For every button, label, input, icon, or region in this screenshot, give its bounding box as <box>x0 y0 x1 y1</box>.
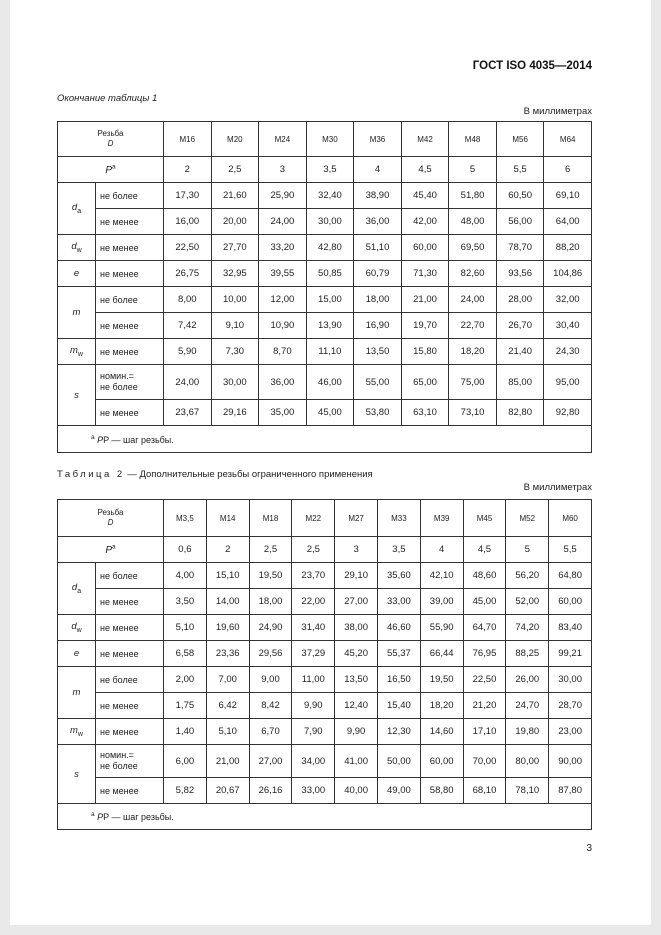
value-cell: 22,70 <box>449 313 497 339</box>
value-cell: 8,42 <box>249 693 292 719</box>
value-cell: 10,00 <box>211 287 259 313</box>
value-cell: 18,00 <box>354 287 402 313</box>
value-cell: 15,10 <box>206 563 249 589</box>
value-cell: 26,70 <box>496 313 544 339</box>
e-min-row <box>58 261 592 287</box>
table1-footnote: $^a$ PP — шаг резьбы. <box>58 426 592 453</box>
param-dw: $d_w$ <box>58 615 96 641</box>
value-cell: 26,75 <box>164 261 212 287</box>
table2-units: В миллиметрах <box>523 482 592 493</box>
value-cell: 12,40 <box>335 693 378 719</box>
size-cell: M33 <box>378 500 421 537</box>
table1 <box>57 121 592 453</box>
size-cell: M3,5 <box>164 500 207 537</box>
value-cell: 64,00 <box>544 209 592 235</box>
condition-label: не более <box>96 667 164 693</box>
value-cell: 0,6 <box>164 537 207 563</box>
value-cell: 25,90 <box>259 183 307 209</box>
size-cell: M30 <box>306 122 354 157</box>
value-cell: 2 <box>164 157 212 183</box>
value-cell: 6,70 <box>249 719 292 745</box>
m-min-row <box>58 693 592 719</box>
value-cell: 104,86 <box>544 261 592 287</box>
value-cell: 19,80 <box>506 719 549 745</box>
value-cell: 13,50 <box>335 667 378 693</box>
value-cell: 30,00 <box>306 209 354 235</box>
value-cell: 28,00 <box>496 287 544 313</box>
size-cell: M45 <box>463 500 506 537</box>
value-cell: 51,10 <box>354 235 402 261</box>
param-mw: $m_w$ <box>58 719 96 745</box>
value-cell: 19,50 <box>249 563 292 589</box>
standard-designation: ГОСТ ISO 4035—2014 <box>472 60 592 72</box>
value-cell: 82,80 <box>496 400 544 426</box>
value-cell: 66,44 <box>420 641 463 667</box>
value-cell: 17,30 <box>164 183 212 209</box>
value-cell: 7,42 <box>164 313 212 339</box>
value-cell: 33,20 <box>259 235 307 261</box>
value-cell: 90,00 <box>549 745 592 778</box>
value-cell: 1,40 <box>164 719 207 745</box>
value-cell: 68,10 <box>463 778 506 804</box>
value-cell: 12,00 <box>259 287 307 313</box>
value-cell: 24,90 <box>249 615 292 641</box>
table2-footnote-row <box>58 804 592 830</box>
pitch-row <box>58 157 592 183</box>
value-cell: 15,00 <box>306 287 354 313</box>
value-cell: 58,80 <box>420 778 463 804</box>
table2-caption: Таблица 2 — Дополнительные резьбы ограниченного применения <box>57 469 373 480</box>
value-cell: 21,60 <box>211 183 259 209</box>
value-cell: 60,79 <box>354 261 402 287</box>
value-cell: 27,00 <box>249 745 292 778</box>
da-max-row <box>58 183 592 209</box>
value-cell: 7,00 <box>206 667 249 693</box>
value-cell: 50,00 <box>378 745 421 778</box>
value-cell: 28,70 <box>549 693 592 719</box>
value-cell: 18,00 <box>249 589 292 615</box>
condition-label: номин.= не более <box>96 745 164 778</box>
value-cell: 5,5 <box>549 537 592 563</box>
value-cell: 55,37 <box>378 641 421 667</box>
value-cell: 74,20 <box>506 615 549 641</box>
value-cell: 20,67 <box>206 778 249 804</box>
value-cell: 26,16 <box>249 778 292 804</box>
dw-min-row <box>58 615 592 641</box>
value-cell: 27,00 <box>335 589 378 615</box>
condition-label: не менее <box>96 641 164 667</box>
value-cell: 3,5 <box>306 157 354 183</box>
param-da: $d_a$ <box>58 563 96 615</box>
table2-header-row <box>58 500 592 537</box>
size-cell: M20 <box>211 122 259 157</box>
value-cell: 5,5 <box>496 157 544 183</box>
value-cell: 37,29 <box>292 641 335 667</box>
value-cell: 4,00 <box>164 563 207 589</box>
value-cell: 17,10 <box>463 719 506 745</box>
thread-header-cell <box>58 122 164 157</box>
value-cell: 24,70 <box>506 693 549 719</box>
mw-min-row <box>58 339 592 365</box>
value-cell: 29,10 <box>335 563 378 589</box>
value-cell: 52,00 <box>506 589 549 615</box>
value-cell: 48,60 <box>463 563 506 589</box>
s-max-row <box>58 745 592 778</box>
value-cell: 99,21 <box>549 641 592 667</box>
value-cell: 38,00 <box>335 615 378 641</box>
value-cell: 4 <box>420 537 463 563</box>
da-max-row <box>58 563 592 589</box>
value-cell: 83,40 <box>549 615 592 641</box>
value-cell: 32,00 <box>544 287 592 313</box>
value-cell: 22,00 <box>292 589 335 615</box>
value-cell: 8,00 <box>164 287 212 313</box>
param-m: m <box>58 287 96 339</box>
value-cell: 42,80 <box>306 235 354 261</box>
value-cell: 4,5 <box>401 157 449 183</box>
value-cell: 82,60 <box>449 261 497 287</box>
value-cell: 39,55 <box>259 261 307 287</box>
thread-label: Резьба <box>97 508 124 517</box>
value-cell: 70,00 <box>463 745 506 778</box>
size-cell: M24 <box>259 122 307 157</box>
value-cell: 3,5 <box>378 537 421 563</box>
value-cell: 23,70 <box>292 563 335 589</box>
value-cell: 3 <box>259 157 307 183</box>
table2-footnote: $^a$ PP — шаг резьбы. <box>58 804 592 830</box>
value-cell: 16,90 <box>354 313 402 339</box>
value-cell: 4 <box>354 157 402 183</box>
condition-label: не менее <box>96 778 164 804</box>
value-cell: 45,40 <box>401 183 449 209</box>
value-cell: 6,42 <box>206 693 249 719</box>
pitch-row <box>58 537 592 563</box>
value-cell: 20,00 <box>211 209 259 235</box>
param-e: e <box>58 261 96 287</box>
value-cell: 41,00 <box>335 745 378 778</box>
value-cell: 45,20 <box>335 641 378 667</box>
value-cell: 11,10 <box>306 339 354 365</box>
value-cell: 6 <box>544 157 592 183</box>
value-cell: 45,00 <box>463 589 506 615</box>
value-cell: 5 <box>449 157 497 183</box>
value-cell: 9,90 <box>292 693 335 719</box>
condition-label: не менее <box>96 261 164 287</box>
condition-label: не менее <box>96 313 164 339</box>
value-cell: 92,80 <box>544 400 592 426</box>
value-cell: 21,20 <box>463 693 506 719</box>
value-cell: 60,00 <box>549 589 592 615</box>
value-cell: 87,80 <box>549 778 592 804</box>
value-cell: 9,90 <box>335 719 378 745</box>
value-cell: 33,00 <box>292 778 335 804</box>
size-cell: M60 <box>549 500 592 537</box>
value-cell: 64,80 <box>549 563 592 589</box>
table1-header-row <box>58 122 592 157</box>
value-cell: 30,00 <box>549 667 592 693</box>
value-cell: 21,00 <box>206 745 249 778</box>
value-cell: 14,60 <box>420 719 463 745</box>
value-cell: 23,36 <box>206 641 249 667</box>
value-cell: 31,40 <box>292 615 335 641</box>
value-cell: 22,50 <box>463 667 506 693</box>
mw-min-row <box>58 719 592 745</box>
value-cell: 95,00 <box>544 365 592 400</box>
table2 <box>57 499 592 830</box>
value-cell: 5 <box>506 537 549 563</box>
value-cell: 23,67 <box>164 400 212 426</box>
value-cell: 32,95 <box>211 261 259 287</box>
m-max-row <box>58 287 592 313</box>
value-cell: 51,80 <box>449 183 497 209</box>
size-cell: M48 <box>449 122 497 157</box>
value-cell: 9,00 <box>249 667 292 693</box>
value-cell: 22,50 <box>164 235 212 261</box>
value-cell: 60,00 <box>420 745 463 778</box>
condition-label: номин.= не более <box>96 365 164 400</box>
size-cell: M56 <box>496 122 544 157</box>
size-cell: M22 <box>292 500 335 537</box>
value-cell: 40,00 <box>335 778 378 804</box>
value-cell: 5,90 <box>164 339 212 365</box>
value-cell: 42,00 <box>401 209 449 235</box>
value-cell: 53,80 <box>354 400 402 426</box>
value-cell: 27,70 <box>211 235 259 261</box>
value-cell: 42,10 <box>420 563 463 589</box>
value-cell: 7,90 <box>292 719 335 745</box>
value-cell: 56,00 <box>496 209 544 235</box>
param-s: s <box>58 365 96 426</box>
value-cell: 23,00 <box>549 719 592 745</box>
value-cell: 65,00 <box>401 365 449 400</box>
value-cell: 5,82 <box>164 778 207 804</box>
param-dw: $d_w$ <box>58 235 96 261</box>
thread-label: Резьба <box>97 129 124 138</box>
param-mw: $m_w$ <box>58 339 96 365</box>
value-cell: 15,40 <box>378 693 421 719</box>
value-cell: 5,10 <box>206 719 249 745</box>
value-cell: 6,58 <box>164 641 207 667</box>
value-cell: 30,00 <box>211 365 259 400</box>
s-min-row <box>58 778 592 804</box>
value-cell: 78,70 <box>496 235 544 261</box>
value-cell: 69,10 <box>544 183 592 209</box>
value-cell: 3 <box>335 537 378 563</box>
condition-label: не менее <box>96 209 164 235</box>
value-cell: 29,16 <box>211 400 259 426</box>
value-cell: 13,90 <box>306 313 354 339</box>
dw-min-row <box>58 235 592 261</box>
value-cell: 16,00 <box>164 209 212 235</box>
value-cell: 5,10 <box>164 615 207 641</box>
value-cell: 24,00 <box>164 365 212 400</box>
value-cell: 24,30 <box>544 339 592 365</box>
table1-footnote-row <box>58 426 592 453</box>
value-cell: 15,80 <box>401 339 449 365</box>
value-cell: 19,60 <box>206 615 249 641</box>
value-cell: 32,40 <box>306 183 354 209</box>
value-cell: 63,10 <box>401 400 449 426</box>
value-cell: 13,50 <box>354 339 402 365</box>
value-cell: 10,90 <box>259 313 307 339</box>
condition-label: не менее <box>96 400 164 426</box>
value-cell: 2,5 <box>292 537 335 563</box>
value-cell: 75,00 <box>449 365 497 400</box>
value-cell: 34,00 <box>292 745 335 778</box>
e-min-row <box>58 641 592 667</box>
value-cell: 26,00 <box>506 667 549 693</box>
thread-symbol: D <box>107 139 114 148</box>
value-cell: 8,70 <box>259 339 307 365</box>
value-cell: 29,56 <box>249 641 292 667</box>
size-cell: M36 <box>354 122 402 157</box>
s-min-row <box>58 400 592 426</box>
pitch-label: $P^a$ <box>58 157 164 183</box>
table1-units: В миллиметрах <box>523 106 592 117</box>
value-cell: 2 <box>206 537 249 563</box>
condition-label: не менее <box>96 589 164 615</box>
condition-label: не менее <box>96 235 164 261</box>
value-cell: 18,20 <box>449 339 497 365</box>
thread-header-cell <box>58 500 164 537</box>
value-cell: 11,00 <box>292 667 335 693</box>
value-cell: 12,30 <box>378 719 421 745</box>
value-cell: 2,5 <box>249 537 292 563</box>
value-cell: 80,00 <box>506 745 549 778</box>
value-cell: 36,00 <box>354 209 402 235</box>
value-cell: 69,50 <box>449 235 497 261</box>
table1-caption: Окончание таблицы 1 <box>57 93 158 104</box>
value-cell: 55,90 <box>420 615 463 641</box>
condition-label: не менее <box>96 719 164 745</box>
value-cell: 45,00 <box>306 400 354 426</box>
condition-label: не более <box>96 183 164 209</box>
value-cell: 46,60 <box>378 615 421 641</box>
thread-symbol: D <box>107 518 114 527</box>
value-cell: 21,40 <box>496 339 544 365</box>
value-cell: 60,50 <box>496 183 544 209</box>
da-min-row <box>58 589 592 615</box>
value-cell: 16,50 <box>378 667 421 693</box>
value-cell: 46,00 <box>306 365 354 400</box>
condition-label: не более <box>96 563 164 589</box>
param-e: e <box>58 641 96 667</box>
value-cell: 49,00 <box>378 778 421 804</box>
da-min-row <box>58 209 592 235</box>
size-cell: M14 <box>206 500 249 537</box>
value-cell: 93,56 <box>496 261 544 287</box>
value-cell: 1,75 <box>164 693 207 719</box>
value-cell: 4,5 <box>463 537 506 563</box>
value-cell: 35,00 <box>259 400 307 426</box>
value-cell: 2,5 <box>211 157 259 183</box>
value-cell: 48,00 <box>449 209 497 235</box>
value-cell: 78,10 <box>506 778 549 804</box>
value-cell: 24,00 <box>449 287 497 313</box>
value-cell: 85,00 <box>496 365 544 400</box>
value-cell: 55,00 <box>354 365 402 400</box>
size-cell: M42 <box>401 122 449 157</box>
condition-label: не менее <box>96 339 164 365</box>
pitch-label: $P^a$ <box>58 537 164 563</box>
param-da: $d_a$ <box>58 183 96 235</box>
value-cell: 88,25 <box>506 641 549 667</box>
value-cell: 60,00 <box>401 235 449 261</box>
size-cell: M16 <box>164 122 212 157</box>
m-max-row <box>58 667 592 693</box>
param-s: s <box>58 745 96 804</box>
value-cell: 64,70 <box>463 615 506 641</box>
value-cell: 21,00 <box>401 287 449 313</box>
m-min-row <box>58 313 592 339</box>
size-cell: M52 <box>506 500 549 537</box>
value-cell: 2,00 <box>164 667 207 693</box>
value-cell: 18,20 <box>420 693 463 719</box>
value-cell: 7,30 <box>211 339 259 365</box>
value-cell: 35,60 <box>378 563 421 589</box>
value-cell: 36,00 <box>259 365 307 400</box>
param-m: m <box>58 667 96 719</box>
condition-label: не более <box>96 287 164 313</box>
value-cell: 38,90 <box>354 183 402 209</box>
value-cell: 71,30 <box>401 261 449 287</box>
value-cell: 19,70 <box>401 313 449 339</box>
s-max-row <box>58 365 592 400</box>
value-cell: 39,00 <box>420 589 463 615</box>
value-cell: 24,00 <box>259 209 307 235</box>
size-cell: M64 <box>544 122 592 157</box>
value-cell: 3,50 <box>164 589 207 615</box>
value-cell: 14,00 <box>206 589 249 615</box>
size-cell: M39 <box>420 500 463 537</box>
condition-label: не менее <box>96 693 164 719</box>
page-number: 3 <box>586 843 592 854</box>
value-cell: 9,10 <box>211 313 259 339</box>
value-cell: 73,10 <box>449 400 497 426</box>
value-cell: 88,20 <box>544 235 592 261</box>
size-cell: M18 <box>249 500 292 537</box>
value-cell: 33,00 <box>378 589 421 615</box>
value-cell: 56,20 <box>506 563 549 589</box>
value-cell: 19,50 <box>420 667 463 693</box>
value-cell: 50,85 <box>306 261 354 287</box>
value-cell: 76,95 <box>463 641 506 667</box>
size-cell: M27 <box>335 500 378 537</box>
value-cell: 30,40 <box>544 313 592 339</box>
condition-label: не менее <box>96 615 164 641</box>
document-page <box>10 0 651 925</box>
value-cell: 6,00 <box>164 745 207 778</box>
